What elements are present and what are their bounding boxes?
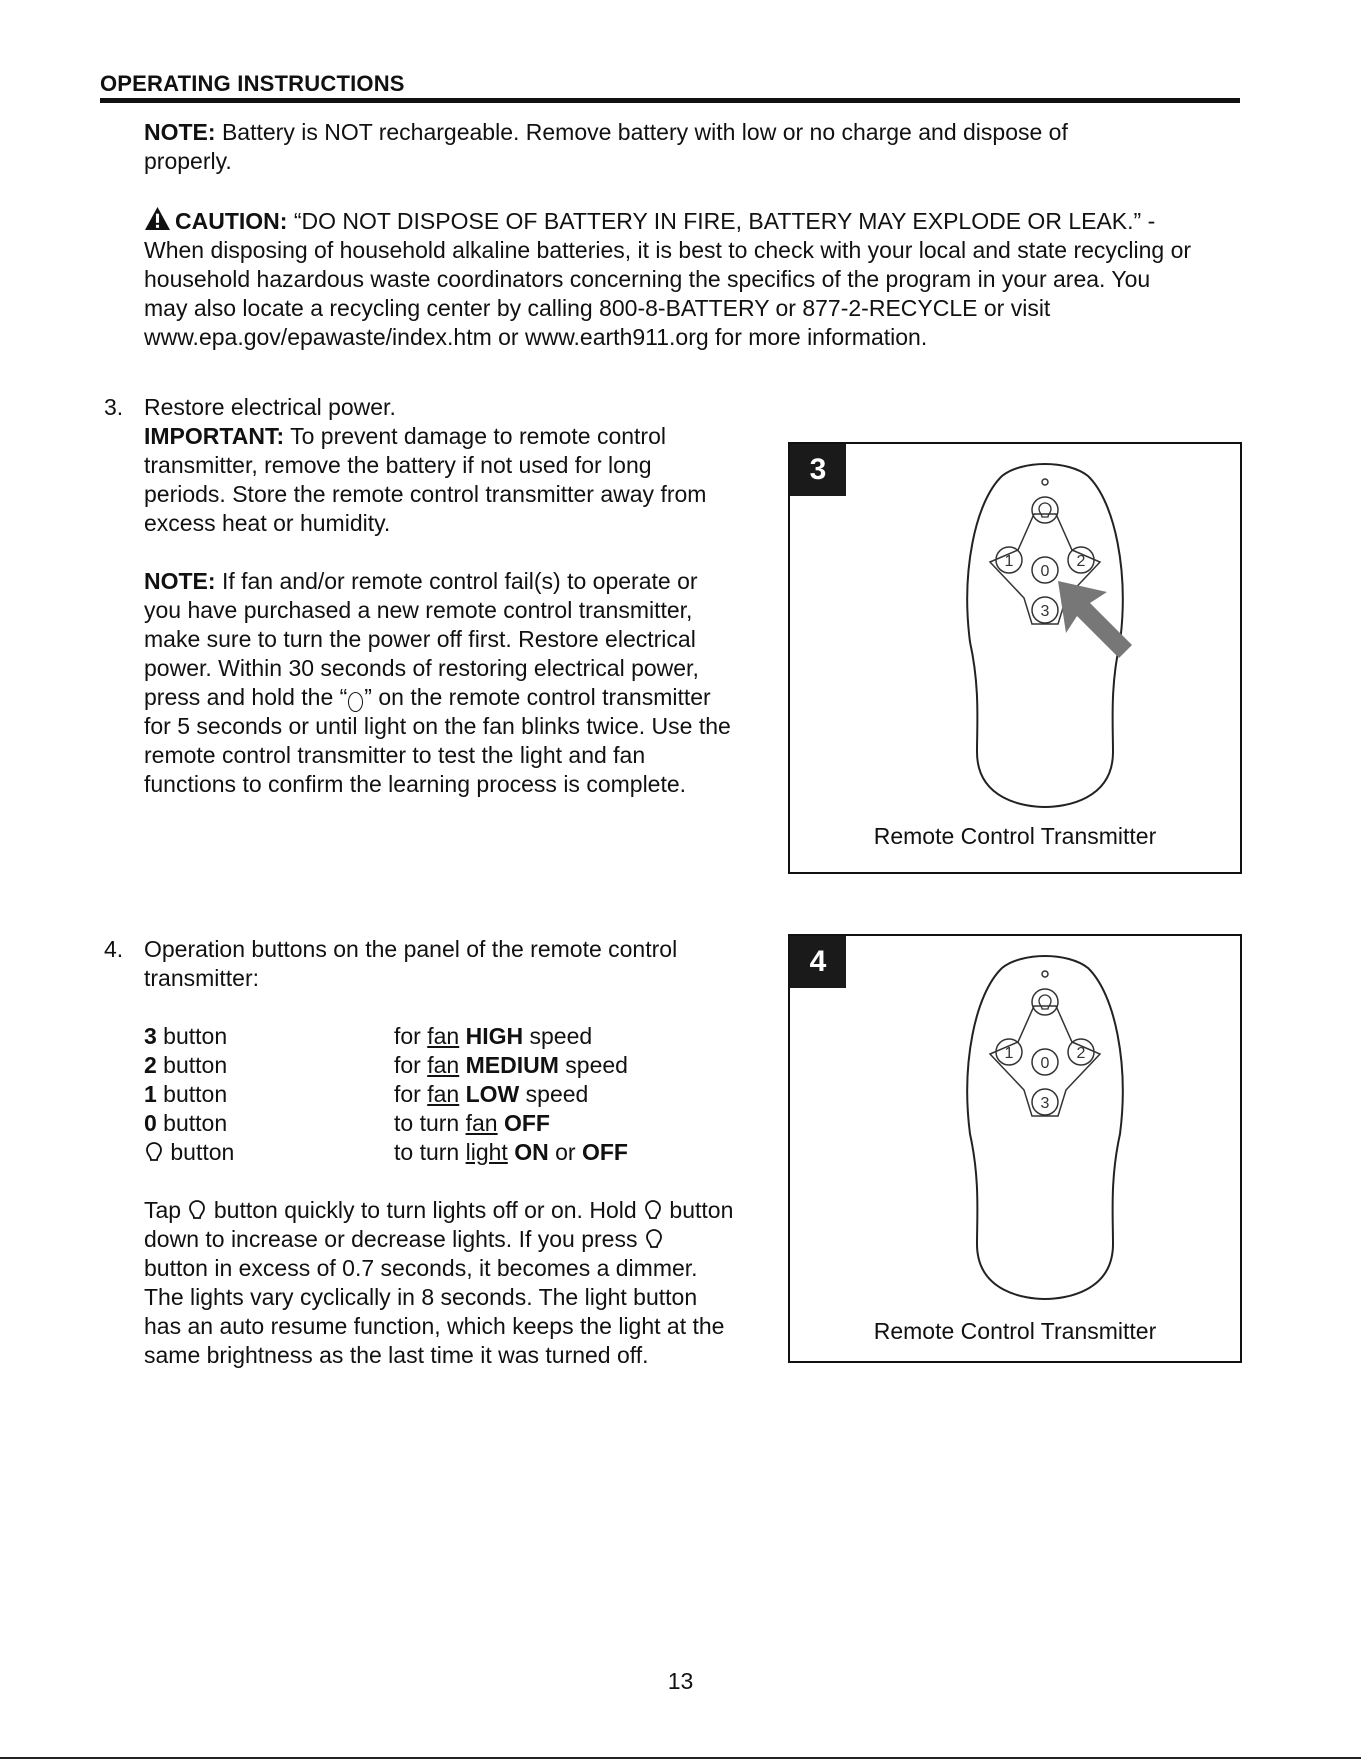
- button-state: HIGH: [465, 1023, 524, 1049]
- button-label: button: [156, 1052, 228, 1078]
- button-pre: for: [394, 1023, 428, 1049]
- light-bulb-icon: [187, 1199, 207, 1221]
- button-state: OFF: [503, 1110, 550, 1136]
- caution-label: CAUTION:: [175, 208, 288, 234]
- tap-text: button in excess of 0.7 seconds, it becomes a dimmer. The lights vary cyclically in 8 seconds. The light button has an auto resume function, which keeps the light at the same brightness as the last time it was turned off.: [144, 1255, 725, 1368]
- remote-illustration: [930, 462, 1160, 812]
- button-target: fan: [427, 1052, 460, 1078]
- button-state-on: ON: [514, 1139, 549, 1165]
- note-text-a: If fan and/or remote control fail(s) to operate or you have purchased a new remote control transmitter, make sure to turn the power off first. Restore electrical power. Within 30 seconds of restoring electrical power, press and hold the “: [144, 568, 699, 710]
- note-text: Battery is NOT rechargeable. Remove battery with low or no charge and dispose of properly.: [144, 119, 1068, 174]
- tap-text: button quickly to turn lights off or on. Hold: [213, 1197, 637, 1223]
- button-target: fan: [427, 1081, 460, 1107]
- button-state: LOW: [465, 1081, 520, 1107]
- light-bulb-icon: [144, 1141, 164, 1163]
- remote-key: 3: [1040, 1095, 1050, 1112]
- step-4-intro: Operation buttons on the panel of the remote control transmitter:: [144, 936, 678, 991]
- important-text: To prevent damage to remote control transmitter, remove the battery if not used for long periods. Store the remote control transmitter away from excess heat or humidity.: [144, 423, 707, 536]
- step-3-note: [144, 567, 734, 799]
- warning-icon: [144, 206, 171, 231]
- light-bulb-icon: [644, 1228, 664, 1250]
- note-text-b: ” on the remote control transmitter for 5 seconds or until light on the fan blinks twice. Use the remote control transmitter to test the light and fan functions to confirm the learning process is complete.: [144, 684, 731, 797]
- button-pre: to turn: [394, 1110, 466, 1136]
- note-label: NOTE:: [144, 119, 216, 145]
- remote-key: 3: [1040, 603, 1050, 620]
- button-label: button: [156, 1023, 228, 1049]
- tap-text: Tap: [144, 1197, 182, 1223]
- step-3-title: Restore electrical power.: [144, 394, 396, 420]
- figure-4-badge: 4: [790, 936, 846, 988]
- remote-illustration: [930, 954, 1160, 1304]
- section-title: OPERATING INSTRUCTIONS: [100, 71, 405, 96]
- remote-key: 2: [1076, 553, 1086, 570]
- zero-symbol: [348, 692, 363, 712]
- button-label: button: [156, 1110, 228, 1136]
- note-label: NOTE:: [144, 568, 216, 594]
- remote-key: 0: [1040, 563, 1050, 580]
- figure-4: [788, 934, 1242, 1363]
- button-key: 2: [144, 1052, 157, 1078]
- caution-text: “DO NOT DISPOSE OF BATTERY IN FIRE, BATTERY MAY EXPLODE OR LEAK.” - When disposing of household alkaline batteries, it is best to check with your local and state recycling or household hazardous waste coordinators concerning the specifics of the program in your area. You may also locate a recycling center by calling 800-8-BATTERY or 877-2-RECYCLE or visit www.epa.gov/epawaste/index.htm or www.earth911.org for more information.: [144, 208, 1192, 350]
- page-number: 13: [667, 1668, 694, 1694]
- button-target: fan: [465, 1110, 498, 1136]
- header-rule: [100, 98, 1240, 103]
- figure-3-caption: Remote Control Transmitter: [873, 823, 1157, 849]
- step-3-number: 3.: [104, 394, 124, 420]
- button-pre: for: [394, 1052, 428, 1078]
- light-bulb-icon: [643, 1199, 663, 1221]
- button-post: speed: [523, 1023, 593, 1049]
- important-label: IMPORTANT:: [144, 423, 285, 449]
- remote-key: 0: [1040, 1055, 1050, 1072]
- button-post: speed: [519, 1081, 589, 1107]
- figure-4-caption: Remote Control Transmitter: [873, 1318, 1157, 1344]
- figure-3-badge: 3: [790, 444, 846, 496]
- step-4-number: 4.: [104, 936, 124, 962]
- remote-key: 1: [1004, 1045, 1014, 1062]
- caution-paragraph: [144, 206, 1199, 352]
- tap-text: button down to increase or decrease lights. If you press: [144, 1197, 734, 1252]
- button-pre: for: [394, 1081, 428, 1107]
- button-label: button: [156, 1081, 228, 1107]
- tap-paragraph: [144, 1196, 734, 1370]
- battery-note: [144, 118, 1154, 176]
- button-target: fan: [427, 1023, 460, 1049]
- button-label: button: [170, 1139, 235, 1165]
- bottom-rule: [0, 1757, 1361, 1759]
- button-or: or: [548, 1139, 582, 1165]
- button-pre: to turn: [394, 1139, 466, 1165]
- button-key: 0: [144, 1110, 157, 1136]
- step-3-body: [144, 393, 734, 799]
- button-post: speed: [558, 1052, 628, 1078]
- button-key: 1: [144, 1081, 157, 1107]
- button-key: 3: [144, 1023, 157, 1049]
- button-state-off: OFF: [581, 1139, 628, 1165]
- figure-3: [788, 442, 1242, 874]
- remote-key: 2: [1076, 1045, 1086, 1062]
- step-3-important: [144, 422, 734, 538]
- remote-key: 1: [1004, 553, 1014, 570]
- button-target: light: [465, 1139, 508, 1165]
- button-state: MEDIUM: [465, 1052, 559, 1078]
